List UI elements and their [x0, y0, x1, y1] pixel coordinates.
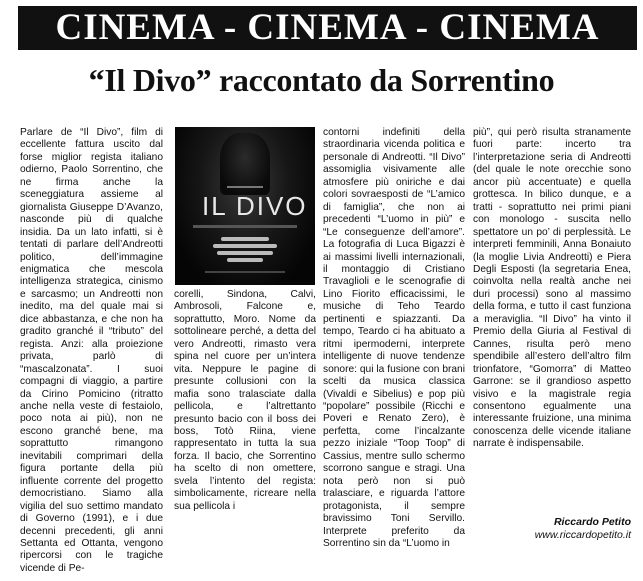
section-banner: CINEMA - CINEMA - CINEMA — [18, 6, 637, 50]
article-column-4: più”, qui però risulta stranamente fuori parte: incerto tra l’interpretazione seria di Andreotti (del quale le note orecchie sono ancor più accentuate) e quella grottesca. In bilico dunque, e a tratti - soprattutto nei primi piani con monologo - suscita nello spettatore un po’ di perplessità. Le interpreti femminili, Anna Bonaiuto (la moglie Livia Andreotti) e Piera Degli Esposti (la segretaria Enea, coinvolta nella realtà anche nei duri processi) sono al massimo della forma, e tutto il cast funziona a meraviglia. “Il Divo” ha vinto il Premio della Giuria al Festival di Cannes, risulta però meno spendibile all’estero dell’altro film trionfatore, “Gomorra” di Matteo Garrone: se il grandioso aspetto visivo e la magistrale regia consentono egualmente una interessante fruizione, una minima conoscenza delle vicende italiane narrate è indispensabile. — [473, 127, 631, 450]
article-column-3: contorni indefiniti della straordinaria vicenda politica e personale di Andreotti. “Il Divo” assomiglia visivamente alle atmosfere più oniriche e dai colori sovraesposti de “L’amico di famiglia”, che non ai precedenti “L’uomo in più” e “Le conseguenze dell’amore”. La fotografia di Luca Bigazzi è ai massimi livelli internazionali, il montaggio di Cristiano Travaglioli e le scenografie di Lino Fiorito efficacissimi, le musiche di Teho Teardo pertinenti e spiazzanti. Da tempo, Teardo ci ha abituato a ritmi ipermoderni, interprete intelligente di nuove tendenze sonore: qui la fusione con brani scelti da musica classica (Vivaldi e Sibelius) e pop più “popolare” possibile (Ricchi e Poveri e Renato Zero), è perfetta, come l’incalzante pezzo iniziale “Toop Toop” di Cassius, mentre sullo schermo scorrono sangue e stragi. Una nota però non si può tralasciare, e riguarda l’attore protagonista, il sempre bravissimo Toni Servillo. Interprete preferito da Sorrentino sin da “L’uomo in — [323, 127, 465, 549]
article-column-1: Parlare de “Il Divo”, film di eccellente fattura uscito dal forse miglior regista italiano odierno, Paolo Sorrentino, che ne firma anche la sceneggiatura assieme al giornalista Giuseppe D’Avanzo, nasconde più di qualche insidia. Da un lato infatti, si è tentati di parlare dell’Andreotti politico, dell’immagine enigmatica che mescola intelligenza strategica, cinismo e sarcasmo; un Andreotti non inedito, ma del quale mai si dice abbastanza, e che non ha gradito granché il “tributo” del regista. Anzi: alla proiezione privata, parlò di “mascalzonata”. I suoi compagni di viaggio, a partire da Cirino Pomicino (ritratto anche nella veste di festaiolo, poco nota ai più), non ne escono granché bene, ma soprattutto rimangono inevitabili comprimari della figura portante della più influente corrente del progetto democristiano. Siamo alla vigilia del suo settimo mandato di Governo (1991), e i due decenni precedenti, gli anni Settanta ed Ottanta, vengono ripercorsi con le tragiche vicende di Pe- — [20, 127, 163, 574]
poster-title: IL DIVO — [202, 191, 308, 221]
byline-author: Riccardo Petito — [553, 516, 631, 528]
article-headline: “Il Divo” raccontato da Sorrentino — [88, 62, 555, 98]
article-column-2: corelli, Sindona, Calvi, Ambrosoli, Falcone e, soprattutto, Moro. Nome da sottolineare perché, a detta del vero Andreotti, rimasto vera spina nel cuore per un’intera vita. Neppure le pagine di presunte collusioni con la mafia sono tralasciate dalla pellicola, e l’altrettanto presunto bacio con il boss dei boss, Totò Riina, viene rappresentato in tutta la sua forza. Il bacio, che Sorrentino ha scelto di non omettere, svela l’intento del regista: simbolicamente, ricreare nella sua pellicola i — [174, 289, 316, 512]
film-poster-image — [175, 127, 315, 285]
byline-website: www.riccardopetito.it — [534, 529, 631, 541]
byline — [473, 516, 631, 542]
poster-subtitle-line — [193, 225, 297, 228]
poster-chairs-graphic — [213, 237, 277, 263]
poster-credits-line — [205, 271, 285, 273]
poster-credit-line — [227, 185, 263, 189]
